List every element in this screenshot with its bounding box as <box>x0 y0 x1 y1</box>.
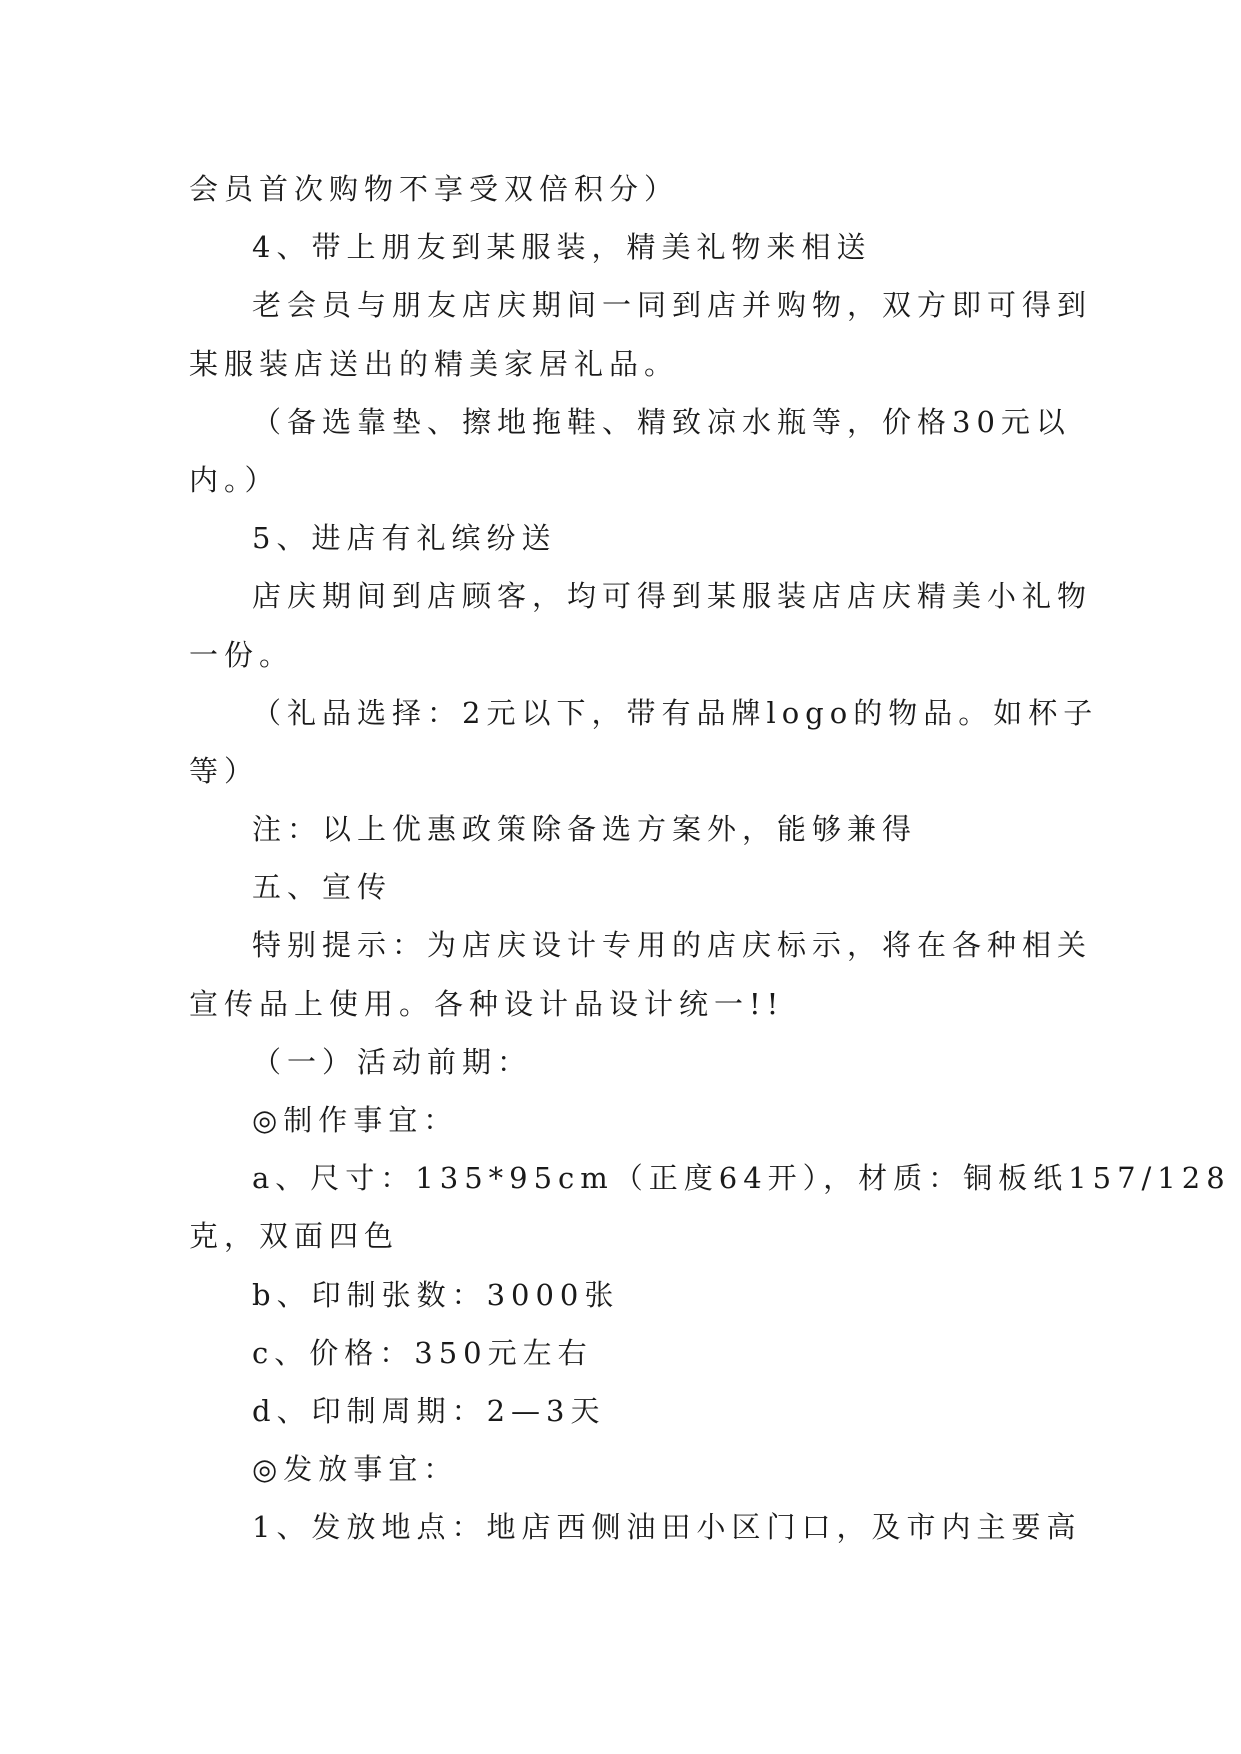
text-line: 内。） <box>189 462 280 497</box>
text-line: 等） <box>189 753 260 788</box>
document-body <box>189 160 1231 1557</box>
text-line: 老会员与朋友店庆期间一同到店并购物，双方即可得到 <box>252 288 1093 323</box>
text-line: b、印制张数：3000张 <box>252 1277 620 1312</box>
text-line: c、价格：350元左右 <box>252 1335 593 1370</box>
text-line: d、印制周期：2—3天 <box>252 1393 606 1428</box>
text-line: （礼品选择：2元以下，带有品牌logo的物品。如杯子 <box>252 695 1099 730</box>
text-line: 特别提示：为店庆设计专用的店庆标示，将在各种相关 <box>252 928 1093 963</box>
text-line: 某服装店送出的精美家居礼品。 <box>189 346 680 381</box>
text-line: 宣传品上使用。各种设计品设计统一!! <box>189 986 785 1021</box>
text-line: ◎制作事宜： <box>252 1103 459 1137</box>
text-line: （备选靠垫、擦地拖鞋、精致凉水瓶等，价格30元以 <box>252 404 1071 439</box>
text-line: 4、带上朋友到某服装，精美礼物来相送 <box>252 230 872 265</box>
text-line: 克，双面四色 <box>189 1219 400 1254</box>
text-line: 1、发放地点：地店西侧油田小区门口，及市内主要高 <box>252 1510 1082 1545</box>
subsection-heading: （一）活动前期： <box>252 1044 533 1079</box>
text-line: 注：以上优惠政策除备选方案外，能够兼得 <box>252 812 918 847</box>
text-line: 店庆期间到店顾客，均可得到某服装店店庆精美小礼物 <box>252 579 1093 614</box>
text-line: 5、进店有礼缤纷送 <box>252 521 557 556</box>
section-heading: 五、宣传 <box>252 870 393 905</box>
text-line: a、尺寸：135*95cm（正度64开），材质：铜板纸157/128 <box>252 1161 1231 1196</box>
text-line: 会员首次购物不享受双倍积分） <box>189 172 680 206</box>
text-line: ◎发放事宜： <box>252 1452 459 1487</box>
text-line: 一份。 <box>189 637 295 672</box>
